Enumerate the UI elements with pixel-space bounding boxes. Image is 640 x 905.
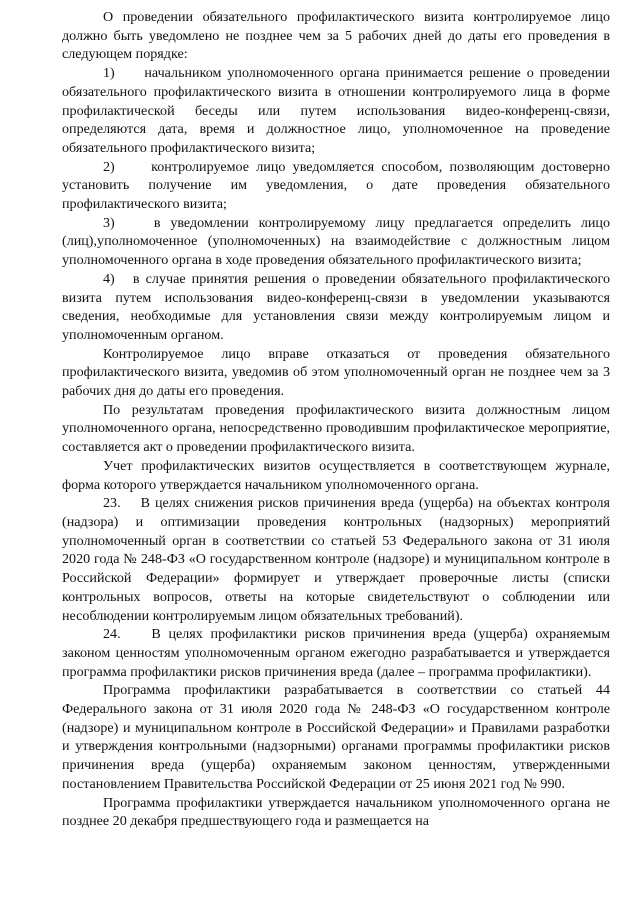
document-page [62,8,610,831]
paragraph-item-3-representative: 3) в уведомлении контролируемому лицу предлагается определить лицо (лиц),уполномоченное (уполномоченных) на взаимодействие с должностным лицом уполномоченного органа в ходе проведения обязательного профилактического визита; [62,214,610,269]
paragraph-visit-act: По результатам проведения профилактического визита должностным лицом уполномоченного органа, непосредственно проводившим профилактическое мероприятие, составляется акт о проведении профилактического визита. [62,401,610,456]
paragraph-item-2-notification: 2) контролируемое лицо уведомляется способом, позволяющим достоверно установить получение им уведомления, о дате проведения обязательного профилактического визита; [62,158,610,213]
paragraph-item-1-decision: 1) начальником уполномоченного органа принимается решение о проведении обязательного профилактического визита в отношении контролируемого лица в форме профилактической беседы или путем использования видео-конференц-связи, определяются дата, время и должностное лицо, уполномоченное на проведение обязательного профилактического визита; [62,65,610,156]
paragraph-refusal-right: Контролируемое лицо вправе отказаться от проведения обязательного профилактического визита, уведомив об этом уполномоченный орган не позднее чем за 3 рабочих дня до даты его проведения. [62,345,610,400]
paragraph-item-4-video-conference: 4) в случае принятия решения о проведении обязательного профилактического визита путем использования видео-конференц-связи в уведомлении указываются сведения, необходимые для установления связи между контролируемым лицом и уполномоченным органом. [62,270,610,343]
paragraph-program-development: Программа профилактики разрабатывается в соответствии со статьей 44 Федерального закона от 31 июля 2020 года № 248-ФЗ «О государственном контроле (надзоре) и муниципальном контроле в Российской Федерации» и Правилами разработки и утверждения контрольными (надзорными) органами программы профилактики рисков причинения вреда (ущерба) охраняемым законом ценностям, утвержденными постановлением Правительства Российской Федерации от 25 июня 2021 год № 990. [62,682,610,792]
paragraph-section-23-checklists: 23. В целях снижения рисков причинения вреда (ущерба) на объектах контроля (надзора) и оптимизации проведения контрольных (надзорных) мероприятий уполномоченный орган в соответствии со статьей 53 Федерального закона от 31 июля 2020 года № 248-ФЗ «О государственном контроле (надзоре) и муниципальном контроле в Российской Федерации» формирует и утверждает проверочные листы (списки контрольных вопросов, ответы на которые свидетельствуют о соблюдении или несоблюдении контролируемым лицом обязательных требований). [62,495,610,624]
paragraph-visit-journal: Учет профилактических визитов осуществляется в соответствующем журнале, форма которого утверждается начальником уполномоченного органа. [62,457,610,493]
paragraph-visit-notification-intro: О проведении обязательного профилактического визита контролируемое лицо должно быть уведомлено не позднее чем за 5 рабочих дней до даты его проведения в следующем порядке: [62,9,610,63]
paragraph-section-24-prevention-program: 24. В целях профилактики рисков причинения вреда (ущерба) охраняемым законом ценностям уполномоченным органом ежегодно разрабатывается и утверждается программа профилактики рисков причинения вреда (далее – программа профилактики). [62,626,610,680]
paragraph-program-approval: Программа профилактики утверждается начальником уполномоченного органа не позднее 20 декабря предшествующего года и размещается на [62,794,610,830]
